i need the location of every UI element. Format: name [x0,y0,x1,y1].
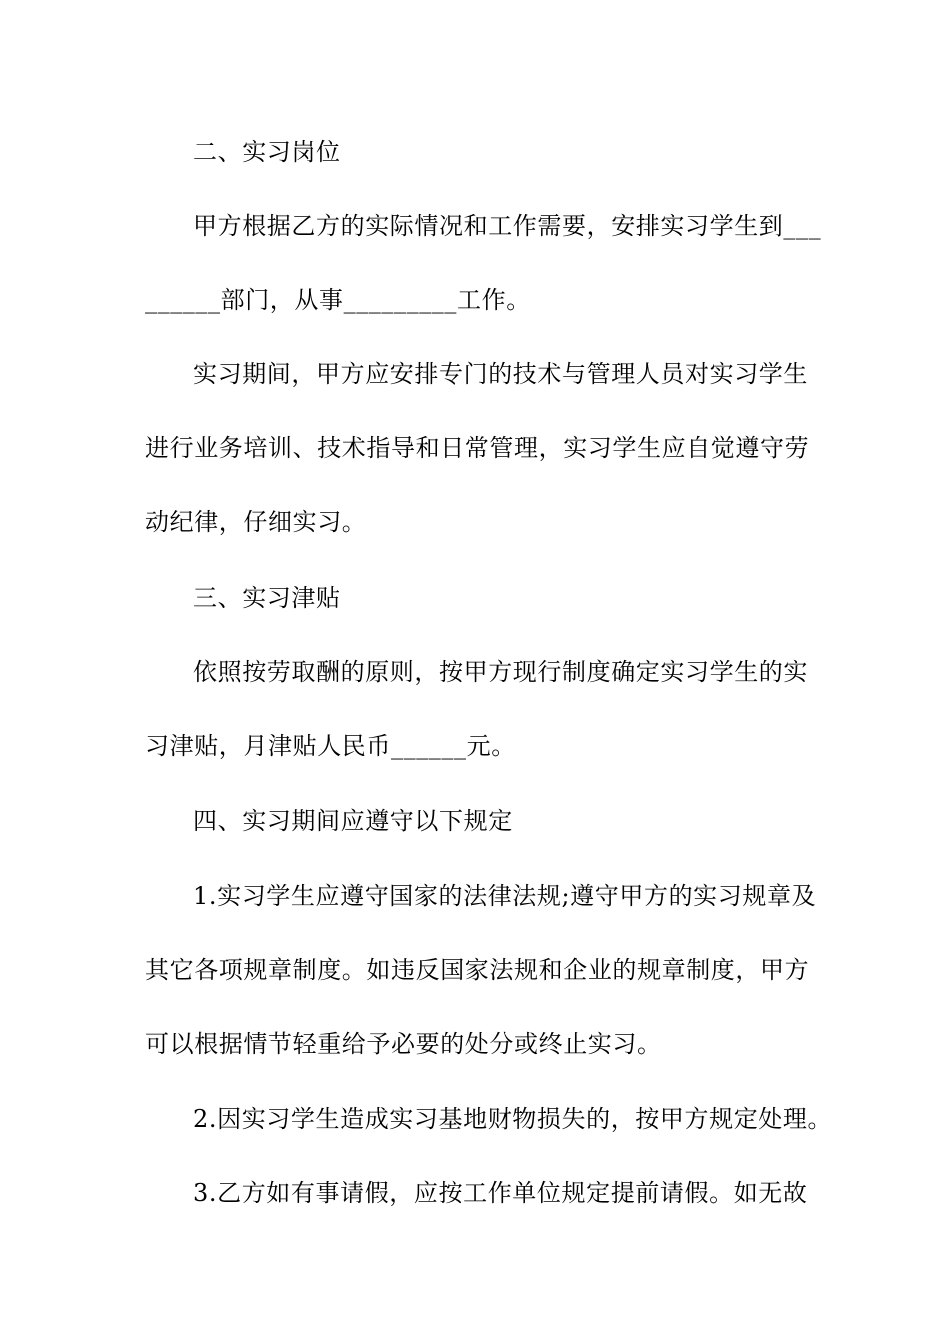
section-heading-internship-allowance: 三、实习津贴 [193,584,341,612]
list-item-line: 1.实习学生应遵守国家的法律法规;遵守甲方的实习规章及 [193,882,817,910]
paragraph-line: ______部门，从事_________工作。 [145,286,531,314]
list-item-line: 可以根据情节轻重给予必要的处分或终止实习。 [145,1030,662,1058]
list-item-line: 2.因实习学生造成实习基地财物损失的，按甲方规定处理。 [193,1105,833,1133]
list-item-line: 其它各项规章制度。如违反国家法规和企业的规章制度，甲方 [145,956,810,984]
paragraph-line: 依照按劳取酬的原则，按甲方现行制度确定实习学生的实 [193,658,808,686]
paragraph-line: 进行业务培训、技术指导和日常管理，实习学生应自觉遵守劳 [145,434,810,462]
section-heading-internship-position: 二、实习岗位 [193,138,341,166]
paragraph-line: 习津贴，月津贴人民币______元。 [145,732,516,760]
section-heading-rules: 四、实习期间应遵守以下规定 [193,807,513,835]
paragraph-line: 甲方根据乙方的实际情况和工作需要，安排实习学生到___ [193,212,822,240]
list-item-line: 3.乙方如有事请假，应按工作单位规定提前请假。如无故 [193,1179,808,1207]
paragraph-line: 动纪律，仔细实习。 [145,508,367,536]
paragraph-line: 实习期间，甲方应安排专门的技术与管理人员对实习学生 [193,360,808,388]
